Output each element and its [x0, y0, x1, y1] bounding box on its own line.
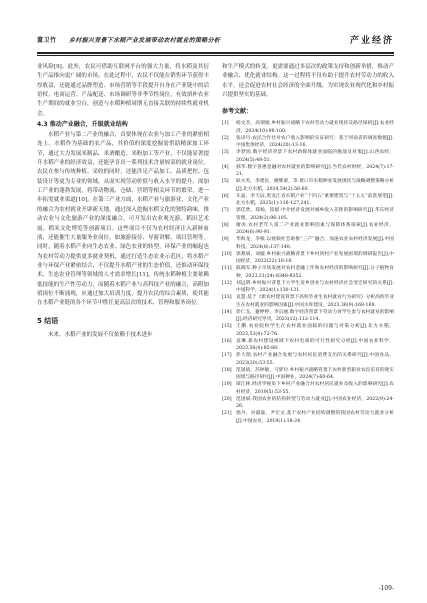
reference-text: 刘远明.乡村振兴背景下大学生返乡创业与农村经济社会变迁研究的关系[J].中国科学，2024(1):130-131.: [236, 280, 394, 294]
header-author: 董卫竹: [37, 37, 57, 44]
reference-text: 车晶，李天辰.黑龙江省水稻产业“十四五”重要建筑与“十五五”前景展望[J].北方水稻，2025(1):116-127,241.: [236, 193, 394, 207]
reference-item: [222, 193, 394, 208]
reference-text: 袁琳.新农村建设视域下农村电商的可行性研究分析[J].中国农业科学，2023,56(4):85-88.: [236, 338, 394, 352]
reference-number: [12]: [222, 280, 232, 286]
reference-item: [222, 178, 394, 193]
reference-text: 范国斌.我国农业的结构转型与劳动力就业[J].中国农业经济，2022(9):24-26.: [236, 396, 394, 410]
section-heading-conclusion: 5 结语: [37, 316, 59, 325]
page-number: -109-: [378, 585, 394, 592]
reference-number: [4]: [222, 164, 229, 170]
reference-number: [21]: [222, 411, 232, 417]
reference-text: 郝华.数字普惠金融对农村就业的影响研究[J].当代农村财经，2024(7):17-21.: [236, 164, 394, 178]
subsection-heading: 4.3 推动产业融合，升级就业结构: [37, 121, 128, 129]
body-paragraph: 水稻产业与第二产业的融合，首要体现在农业与加工产业的紧密相连上。水稻作为基础的农产品，其价值的深度挖掘需借助精深加工环节，通过大力发展米制品、米酒酿造、米粉加工等产业，不仅能显著提升水稻产业的经济效益，还能孕育出一系列技术含量较高的就业岗位。农民在参与传统种植、采收的同时，还能涉足产品加工、品质把控、包装设计等更为专业的领域，从而实现劳动价值与收入水平的提升。深加工产业的蓬勃发展，将带动物流、仓储、营销等相关环节的繁荣，进一步拓宽就业渠道[10]。在第三产业方面，水稻产业与旅游业、文化产业的融合为农村就业开辟新天地。通过深入挖掘水稻文化的独特韵味，推动农业与文化旅游产业的深度融合，可开发出农业观光游、稻田艺术展、稻米文化博览等创新项目。这些项目不仅为农村经济注入新鲜血液，还能催生大量服务业岗位，如旅游接待、导游讲解、项目管理等。同时，随着水稻产业向生态农业、绿色农业的转型，环保产业的崛起也为农村劳动力提供更多就业契机，通过打造生态农业示范区，将水稻产业与环保产业紧密结合，不仅提升水稻产业的生态价值，还推动环保技术、生态农业管理等领域的人才需求增长[11]。传统水稻种植主要依赖低技能的生产性劳动力，而随着水稻产业与高科技产业的融合，高附加值岗位不断涌现，应通过加大培训力度，提升农民的综合素质，使其能在水稻产业链的各个环节中胜任更高层次的技术、管理和服务岗位。: [37, 132, 209, 307]
reference-number: [2]: [222, 135, 229, 141]
reference-text: 袁慧.基于《新农村建设背景下高校毕业生农村就业行为研究》分析高校毕业生在农村就业的影响因素[J].中国水库建设，2023,36(9):168-169.: [236, 295, 394, 308]
reference-text: 华海龙，李根.以视频社会助推“三产”融合，加速农业农村经济发展[J].中国科技，2024(8):137-140.: [236, 237, 394, 250]
reference-number: [5]: [222, 179, 229, 185]
reference-item: [222, 410, 394, 425]
reference-number: [1]: [222, 121, 229, 127]
reference-text: 杨文杰，高瑞娟.乡村振兴战略下农村劳动力就业现状及路径探析[J].农业经济，2024(10):98-100.: [236, 121, 394, 134]
reference-text: 郭丹，谷淑波，尹宏文.基于农村产业结构调整的我国农村劳动力就业分析[J].中国农业，2019(1):18-24.: [236, 411, 394, 424]
reference-number: [20]: [222, 396, 232, 402]
reference-item: [222, 222, 394, 237]
reference-item: [222, 265, 394, 280]
reference-item: [222, 396, 394, 411]
reference-text: 郭佳欣，郑杨，崔媛.中介经济发展对城乡收入差距的影响研究[J].华东经济管理，2024(2):96-105.: [236, 208, 394, 221]
reference-number: [6]: [222, 193, 229, 199]
reference-item: [222, 309, 394, 324]
reference-number: [9]: [222, 237, 229, 243]
reference-list: [222, 120, 394, 425]
reference-number: [3]: [222, 150, 229, 156]
left-column: [37, 63, 209, 340]
reference-item: [222, 164, 394, 179]
header-rule-thin: [37, 55, 394, 56]
reference-number: [11]: [222, 266, 232, 272]
reference-number: [16]: [222, 338, 232, 344]
body-paragraph: 业风险[9]。此外，农民可借助互联网平台的强大力量，将水稻及其衍生产品推向更广阔的市场。在此过程中，农民不仅能在销售环节获得丰厚收益，还能通过品牌塑造、市场营销等手段提升自身在产业链中的话语权。电商运营、产品配送、市场调研等非季节性岗位，有效填补农业生产期间的就业空白，创造与水稻种植周期无直接关联的持续性就业机会。: [37, 64, 209, 117]
reference-number: [10]: [222, 251, 232, 257]
reference-text: 陈晓军.种子市场发展对农村金融工作和农村经济的影响研究[J].分子植物育种，2023,21(24):8348-8352.: [236, 266, 394, 279]
reference-text: 李梦囡.数字经济背景下农村新媒体就业面临的挑战及对策[J].山西农经，2024(5):48-51.: [236, 150, 394, 163]
reference-item: [222, 120, 394, 135]
reference-text: 彭大瑞.农村产业融合发展与农村居民消费支出的关系研究[J].中国食品，2023(20):53-55.: [236, 353, 394, 366]
references-heading: 参考文献：: [222, 108, 253, 116]
reference-number: [8]: [222, 222, 229, 228]
reference-item: [222, 338, 394, 353]
reference-number: [13]: [222, 295, 232, 301]
reference-item: [222, 294, 394, 309]
header-rule-thick: [37, 52, 394, 54]
reference-number: [15]: [222, 324, 232, 330]
reference-text: 王鹏.农业院校学生在农村就业面临的问题与对策分析[J].北方水稻，2023,53(4):72-76.: [236, 324, 394, 337]
reference-item: [222, 381, 394, 396]
reference-number: [18]: [222, 367, 232, 373]
reference-item: [222, 207, 394, 222]
reference-number: [17]: [222, 353, 232, 359]
header-article-title: 乡村振兴背景下水稻产业发展带动农村就业的策略分析: [69, 37, 221, 44]
right-column: [222, 63, 394, 425]
reference-number: [14]: [222, 309, 232, 315]
reference-text: 郭燕斌，刘媛.乡村振兴战略背景下乡村到村产业发展困境的调研报告[J].中国经济，2022(22):16-18.: [236, 251, 394, 265]
reference-text: 谭江林.经济学视角下乡村产业融合对农村居民就业及收入的影响研究[J].农村经济，2019(5):53-55.: [236, 382, 394, 395]
body-paragraph: 和生产模式的转变，更需要通过多层次的政策支持和创新举措，推动产业融合、优化就业结构。这一过程将不仅有助于提升农村劳动力的收入水平，还会促进农村社会经济的全面升级，为实现农业现代化和乡村振兴提供坚实的基础。: [222, 64, 394, 99]
header-section-name: 产业经济: [349, 36, 394, 46]
reference-item: [222, 367, 394, 382]
reference-text: 彭仁戈，蹇婷婷，李宗丽.数字经济背景下劳动力再学生参与农村就业的影响[J].经济研究导刊，2023(12):112-114.: [236, 309, 394, 323]
reference-item: [222, 135, 394, 150]
reference-text: 范国斌，苏钟敏，马梦玲.乡村振兴战略背景下农村新型职业农民培育的现实困境与路径研究[J].中国种业，2024(7):60-64.: [236, 367, 394, 381]
running-header: [37, 35, 394, 47]
reference-text: 张译丹.农民合作社对农户收入影响的实证研究：基于河南省的调查数据[J].中国集体经济，2024(20):13-16.: [236, 135, 394, 149]
reference-text: 耿夫英，李建民，姚继蒙，等.黄口市水稻种业发展现状与战略调整策略分析[J].北方水稻，2024,54(2):56-60.: [236, 179, 394, 192]
reference-text: 谢虎.农村老年人第二产业就业影响因素与保障体系探索[J].农业经济，2024(6):90-91.: [236, 222, 394, 236]
body-paragraph: 未来，水稻产业的发展不仅依赖于技术进步: [48, 331, 153, 338]
reference-item: [222, 280, 394, 295]
reference-item: [222, 251, 394, 266]
reference-item: [222, 236, 394, 251]
reference-item: [222, 149, 394, 164]
reference-item: [222, 352, 394, 367]
reference-number: [19]: [222, 382, 232, 388]
reference-item: [222, 323, 394, 338]
reference-number: [7]: [222, 208, 229, 214]
